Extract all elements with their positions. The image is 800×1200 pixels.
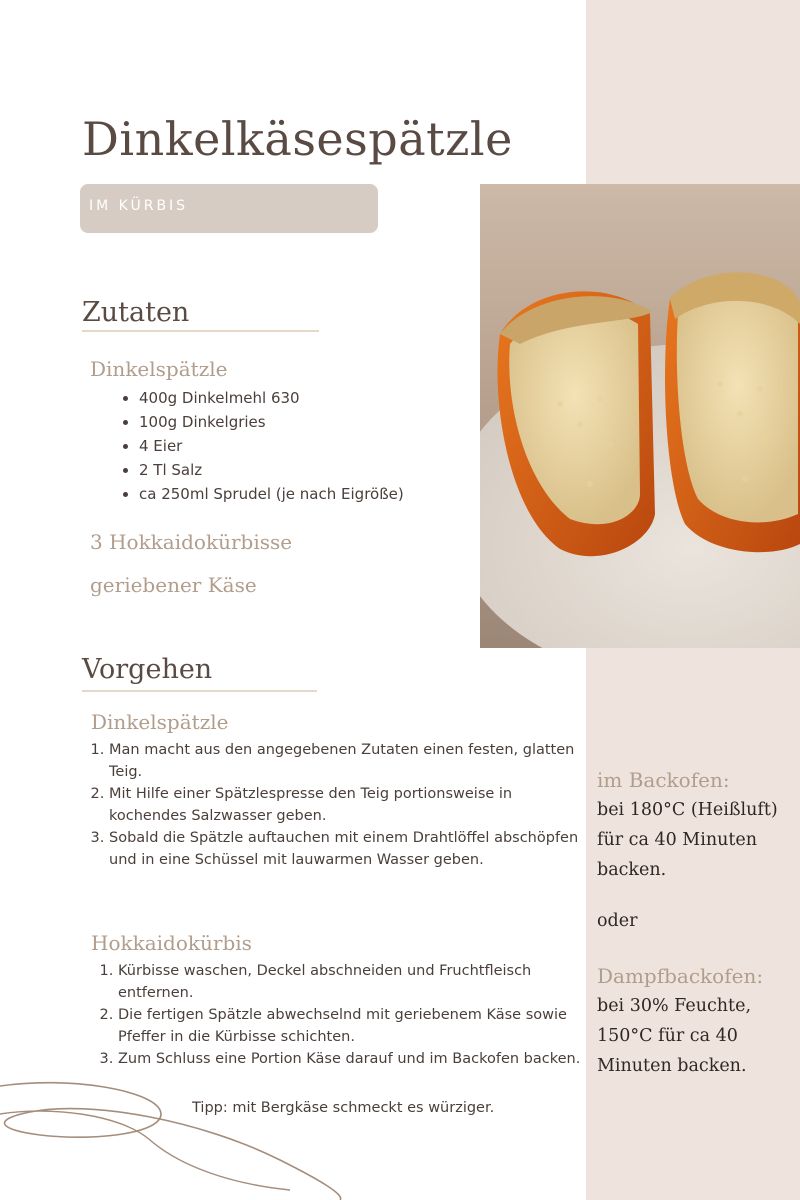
ingredient-cheese: geriebener Käse: [90, 573, 257, 597]
subtitle-pill: [80, 184, 378, 233]
oven-text: bei 180°C (Heißluft) für ca 40 Minuten backen.: [597, 800, 778, 880]
oven-heading: im Backofen:: [597, 768, 730, 792]
ingredients-list: [120, 386, 404, 506]
ingredients-spaetzle-heading: Dinkelspätzle: [90, 357, 228, 381]
spaetzle-steps: [91, 739, 593, 871]
step-item: 1. Man macht aus den angegebenen Zutaten einen festen, glatten Teig.: [109, 739, 593, 783]
tip-text: Tipp: mit Bergkäse schmeckt es würziger.: [192, 1100, 495, 1116]
step-item: 1. Kürbisse waschen, Deckel abschneiden und Fruchtfleisch entfernen.: [118, 960, 590, 1004]
recipe-photo: [480, 184, 800, 648]
or-text: oder: [597, 911, 638, 931]
pumpkin-illustration: [480, 184, 800, 648]
method-kuerbis-heading: Hokkaidokürbis: [91, 931, 252, 955]
ingredients-divider: [82, 330, 319, 332]
method-divider: [82, 690, 317, 692]
steam-oven-heading: Dampfbackofen:: [597, 964, 764, 988]
ingredient-item: • 2 Tl Salz: [139, 458, 404, 482]
ingredient-item: • 4 Eier: [139, 434, 404, 458]
ingredient-item: • 400g Dinkelmehl 630: [139, 386, 404, 410]
step-item: 3. Sobald die Spätzle auftauchen mit einem Drahtlöffel abschöpfen und in eine Schüssel mit lauwarmen Wasser geben.: [109, 827, 593, 871]
page-title: Dinkelkäsespätzle: [82, 112, 513, 166]
ingredient-pumpkins: 3 Hokkaidokürbisse: [90, 530, 293, 554]
ingredients-heading: Zutaten: [82, 297, 190, 328]
ingredient-item: • 100g Dinkelgries: [139, 410, 404, 434]
method-spaetzle-heading: Dinkelspätzle: [91, 710, 229, 734]
step-item: 2. Mit Hilfe einer Spätzlespresse den Teig portionsweise in kochendes Salzwasser geben.: [109, 783, 593, 827]
ingredient-item: • ca 250ml Sprudel (je nach Eigröße): [139, 482, 404, 506]
steam-oven-text: bei 30% Feuchte, 150°C für ca 40 Minuten backen.: [597, 996, 752, 1076]
method-heading: Vorgehen: [82, 654, 213, 685]
decorative-swirl: [0, 1080, 360, 1200]
step-item: 2. Die fertigen Spätzle abwechselnd mit geriebenem Käse sowie Pfeffer in die Kürbisse schichten.: [118, 1004, 590, 1048]
subtitle: IM KÜRBIS: [89, 198, 189, 214]
kuerbis-steps: [100, 960, 590, 1070]
step-item: 3. Zum Schluss eine Portion Käse darauf und im Backofen backen.: [118, 1048, 590, 1070]
